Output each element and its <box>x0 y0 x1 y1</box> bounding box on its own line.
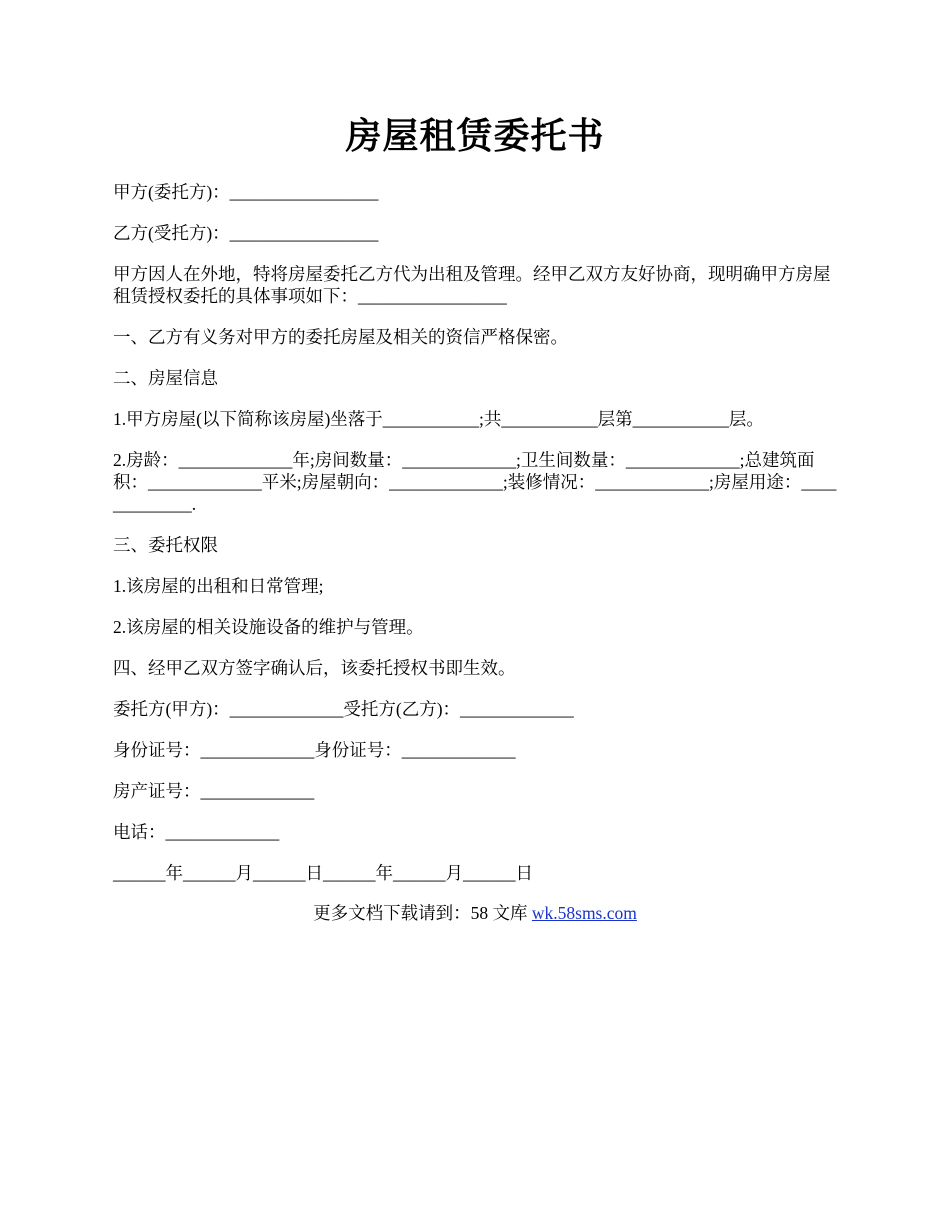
intro-paragraph: 甲方因人在外地，特将房屋委托乙方代为出租及管理。经甲乙双方友好协商，现明确甲方房屋租赁授权委托的具体事项如下：_________________ <box>113 264 831 306</box>
id-number-line: 身份证号：_____________身份证号：_____________ <box>113 740 516 760</box>
house-location-line: 1.甲方房屋(以下简称该房屋)坐落于___________;共___________层第___________层。 <box>113 409 764 429</box>
party-a-line: 甲方(委托方)：_________________ <box>113 182 379 202</box>
clause-effective: 四、经甲乙双方签字确认后，该委托授权书即生效。 <box>113 658 516 678</box>
phone-line: 电话：_____________ <box>113 822 280 842</box>
authority-item-1: 1.该房屋的出租和日常管理; <box>113 576 324 596</box>
date-line: ______年______月______日______年______月______日 <box>113 863 533 883</box>
clause-confidentiality: 一、乙方有义务对甲方的委托房屋及相关的资信严格保密。 <box>113 327 568 347</box>
section-authority: 三、委托权限 <box>113 535 218 555</box>
footer-text: 更多文档下载请到：58 文库 <box>313 903 532 923</box>
party-b-line: 乙方(受托方)：_________________ <box>113 223 379 243</box>
section-house-info: 二、房屋信息 <box>113 368 218 388</box>
authority-item-2: 2.该房屋的相关设施设备的维护与管理。 <box>113 617 424 637</box>
document-title: 房屋租赁委托书 <box>345 116 605 156</box>
house-details-paragraph: 2.房龄：_____________年;房间数量：_____________;卫生间数量：_____________;总建筑面积：_____________平米;房屋朝向：_____________;装修情况：_____________;房屋用途：_____________. <box>113 450 837 514</box>
download-footer <box>0 902 950 924</box>
footer-link[interactable]: wk.58sms.com <box>531 903 637 923</box>
signature-line: 委托方(甲方)：_____________受托方(乙方)：_____________ <box>113 699 574 719</box>
property-cert-line: 房产证号：_____________ <box>113 781 315 801</box>
document-body <box>113 181 843 903</box>
